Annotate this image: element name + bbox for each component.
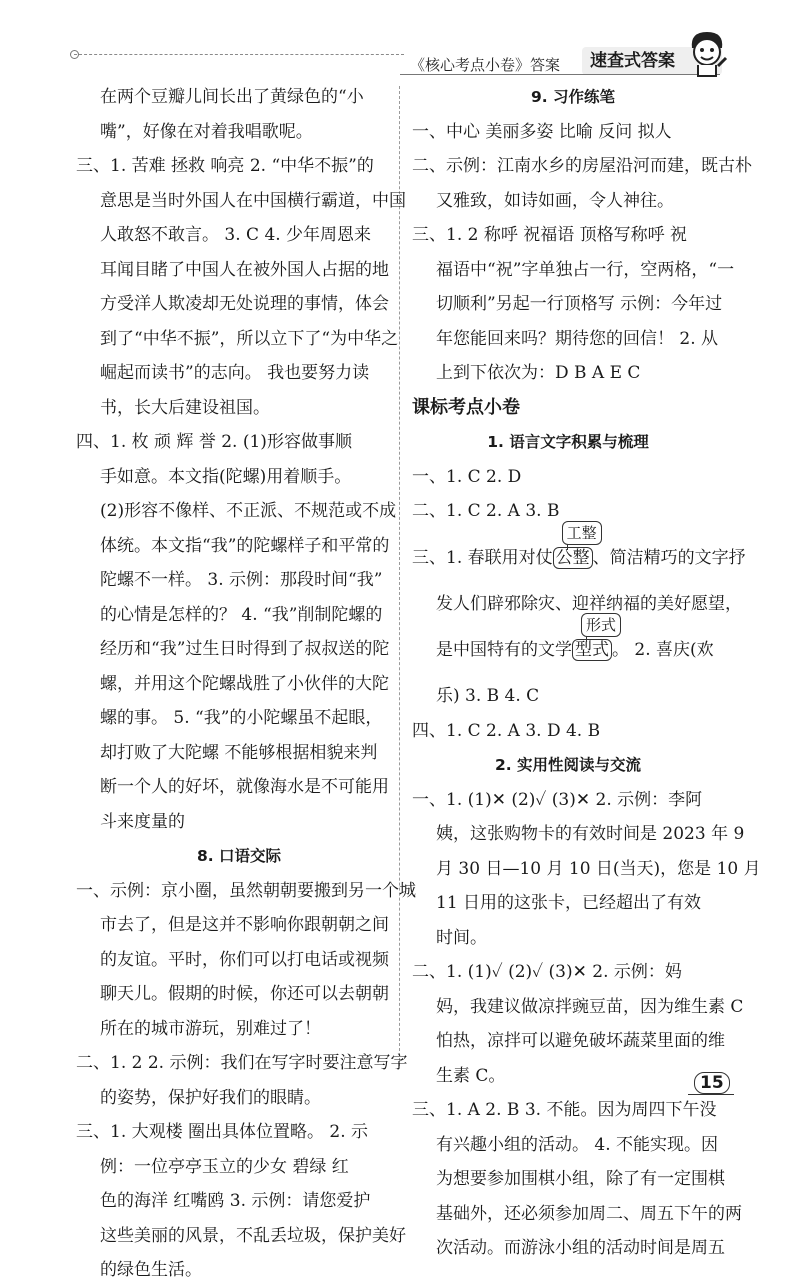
- text-line: 11 日用的这张卡，已经超出了有效: [436, 893, 702, 913]
- answer-line: 四、1. C 2. A 3. D 4. B: [412, 720, 601, 741]
- answer-line-correction-2: [412, 616, 724, 679]
- answer-line: 一、示例：京小圈，虽然朝朝要搬到另一个城: [76, 880, 416, 901]
- text-line: 斗来度量的: [100, 811, 185, 832]
- text-line: 却打败了大陀螺 不能够根据相貌来判: [100, 742, 378, 763]
- wrong-word: 公整: [555, 547, 590, 568]
- text-line: 市去了，但是这并不影响你跟朝朝之间: [100, 915, 389, 935]
- right-column: [412, 80, 761, 1266]
- text-line: 例：一位亭亭玉立的少女 碧绿 红: [100, 1156, 349, 1177]
- answer-line: 二、1. C 2. A 3. B: [412, 501, 560, 521]
- header-dashed-rule: [74, 54, 404, 55]
- text-segment: 、简洁精巧的文字抒: [592, 547, 746, 568]
- text-line: 陀螺不一样。 3. 示例：那段时间“我”: [100, 570, 383, 590]
- text-line: 经历和“我”过生日时得到了叔叔送的陀: [100, 639, 390, 659]
- section-heading-2: 2. 实用性阅读与交流: [494, 756, 642, 774]
- text-segment: 。 2. 喜庆(欢: [612, 640, 714, 660]
- text-line: 的友谊。平时，你们可以打电话或视频: [100, 949, 389, 970]
- text-line: 月 30 日—10 月 10 日(当天)，您是 10 月: [436, 858, 761, 879]
- text-line: 妈，我建议做凉拌豌豆苗，因为维生素 C: [436, 996, 744, 1017]
- boxed-error-word: [572, 616, 617, 661]
- section-title-curriculum: 课标考点小卷: [412, 396, 520, 418]
- text-line: 基础外，还必须参加周二、周五下午的两: [436, 1203, 742, 1224]
- answer-line: 一、1. C 2. D: [412, 466, 522, 487]
- text-line: 聊天儿。假期的时候，你还可以去朝朝: [100, 984, 389, 1004]
- text-line: 乐) 3. B 4. C: [436, 686, 540, 706]
- section-heading-8: 8. 口语交际: [196, 847, 282, 865]
- column-divider: [399, 86, 400, 1066]
- text-line: 上到下依次为：D B A E C: [436, 363, 641, 383]
- text-line: 螺，并用这个陀螺战胜了小伙伴的大陀: [100, 673, 389, 694]
- cartoon-boy-icon: [684, 28, 730, 78]
- text-line: 又雅致，如诗如画，令人神往。: [436, 190, 674, 211]
- left-column: [76, 80, 416, 1288]
- text-line: 这些美丽的风景，不乱丢垃圾，保护美好: [100, 1225, 406, 1246]
- text-line: 发人们辟邪除灾、迎祥纳福的美好愿望，: [436, 593, 742, 614]
- text-line: 姨，这张购物卡的有效时间是 2023 年 9: [436, 824, 745, 844]
- text-line: 螺的事。 5. “我”的小陀螺虽不起眼，: [100, 708, 383, 728]
- text-line: 嘴”，好像在对着我唱歌呢。: [100, 121, 313, 142]
- correction-callout: 形式: [581, 613, 621, 637]
- answer-line: 一、中心 美丽多姿 比喻 反问 拟人: [412, 121, 672, 142]
- header-answer-tag: 速查式答案: [582, 47, 722, 75]
- header-underline: [400, 74, 720, 75]
- text-segment: 三、1. 春联用对仗: [412, 547, 553, 568]
- text-line: 怕热，凉拌可以避免破坏蔬菜里面的维: [436, 1031, 725, 1051]
- text-line: 方受洋人欺凌却无处说理的事情，体会: [100, 294, 389, 314]
- text-line: (2)形容不像样、不正派、不规范或不成: [100, 501, 397, 521]
- text-line: 的绿色生活。: [100, 1260, 202, 1280]
- answer-line: 二、示例：江南水乡的房屋沿河而建，既古朴: [412, 156, 752, 176]
- text-line: 意思是当时外国人在中国横行霸道，中国: [100, 190, 406, 211]
- answer-line-correction-1: [412, 523, 746, 587]
- text-line: 福语中“祝”字单独占一行，空两格，“一: [436, 259, 735, 280]
- text-line: 的姿势，保护好我们的眼睛。: [100, 1087, 321, 1108]
- text-line: 的心情是怎样的？ 4. “我”削制陀螺的: [100, 604, 383, 625]
- text-line: 切顺利”另起一行顶格写 示例：今年过: [436, 294, 723, 314]
- wrong-word: 型式: [575, 640, 609, 660]
- section-heading-1: 1. 语言文字积累与梳理: [487, 433, 649, 451]
- answer-line: 二、1. (1)✓ (2)✓ (3)✕ 2. 示例：妈: [412, 962, 682, 982]
- answer-line: 三、1. 2 称呼 祝福语 顶格写称呼 祝: [412, 225, 688, 245]
- text-line: 书，长大后建设祖国。: [100, 397, 270, 418]
- text-line: 断一个人的好坏，就像海水是不可能用: [100, 777, 389, 797]
- answer-line: 四、1. 枚 顽 辉 誉 2. (1)形容做事顺: [76, 432, 352, 452]
- text-line: 到了“中华不振”，所以立下了“为中华之: [100, 328, 399, 349]
- text-line: 生素 C。: [436, 1065, 506, 1086]
- text-line: 时间。: [436, 927, 487, 948]
- text-line: 所在的城市游玩，别难过了！: [100, 1018, 321, 1039]
- section-heading-9: 9. 习作练笔: [530, 88, 616, 106]
- text-line: 在两个豆瓣儿间长出了黄绿色的“小: [100, 87, 364, 107]
- answer-line: 三、1. A 2. B 3. 不能。因为周四下午没: [412, 1100, 717, 1120]
- text-line: 有兴趣小组的活动。 4. 不能实现。因: [436, 1134, 719, 1155]
- text-line: 体统。本文指“我”的陀螺样子和平常的: [100, 535, 390, 556]
- page-number-underline: [688, 1094, 734, 1095]
- text-line: 耳闻目睹了中国人在被外国人占据的地: [100, 259, 389, 280]
- text-line: 崛起而读书”的志向。 我也要努力读: [100, 363, 370, 383]
- text-line: 人敢怒不敢言。 3. C 4. 少年周恩来: [100, 225, 372, 245]
- text-line: 手如意。本文指(陀螺)用着顺手。: [100, 466, 352, 487]
- answer-line: 二、1. 2 2. 示例：我们在写字时要注意写字: [76, 1053, 408, 1073]
- text-line: 为想要参加围棋小组，除了有一定围棋: [436, 1169, 725, 1189]
- answer-line: 一、1. (1)✕ (2)✓ (3)✕ 2. 示例：李阿: [412, 789, 703, 810]
- text-line: 次活动。而游泳小组的活动时间是周五: [436, 1238, 725, 1258]
- header-book-title: 《核心考点小卷》答案: [410, 56, 561, 74]
- boxed-error-word: [553, 523, 597, 569]
- answer-line: 三、1. 大观楼 圈出具体位置略。 2. 示: [76, 1122, 369, 1142]
- correction-callout: 工整: [562, 521, 602, 545]
- answer-line: 三、1. 苦难 拯救 响亮 2. “中华不振”的: [76, 156, 374, 176]
- text-line: 色的海洋 红嘴鸥 3. 示例：请您爱护: [100, 1191, 371, 1211]
- page-number: 15: [694, 1072, 730, 1094]
- text-line: 年您能回来吗？期待您的回信！ 2. 从: [436, 328, 719, 349]
- text-segment: 是中国特有的文学: [436, 640, 572, 660]
